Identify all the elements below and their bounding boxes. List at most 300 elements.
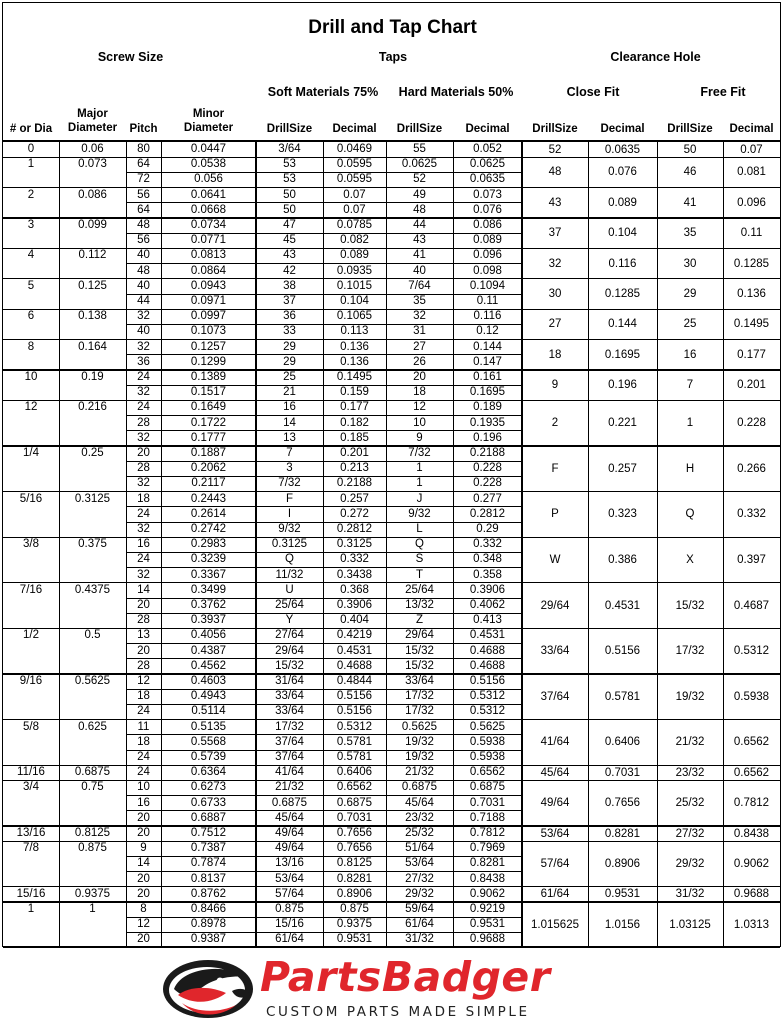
pitch-cell: 16	[137, 796, 150, 809]
major-diameter-cell: 0.3125	[74, 492, 111, 505]
pitch-cell: 24	[137, 553, 150, 566]
pitch-cell: 10	[137, 781, 150, 794]
minor-diameter-cell: 0.1517	[190, 386, 227, 399]
hard-decimal-cell: 0.096	[473, 249, 502, 262]
pitch-cell: 11	[137, 720, 150, 733]
soft-decimal-cell: 0.2812	[336, 523, 373, 535]
soft-decimal-cell: 0.185	[340, 431, 369, 444]
free-fit-drill-cell: 31/32	[675, 888, 705, 901]
minor-diameter-cell: 0.3499	[190, 583, 227, 596]
minor-diameter-cell: 0.2983	[190, 538, 227, 551]
soft-drill-cell: 43	[283, 249, 296, 262]
hard-drill-cell: 7/32	[408, 447, 431, 459]
hard-drill-cell: 25/64	[405, 583, 434, 596]
soft-decimal-cell: 0.6875	[336, 796, 373, 809]
soft-drill-cell: 29	[283, 340, 296, 353]
hard-drill-cell: 59/64	[405, 903, 434, 915]
free-fit-decimal-cell: 1.0313	[733, 918, 770, 931]
close-fit-drill-cell: 33/64	[540, 645, 570, 658]
soft-decimal-cell: 0.113	[340, 325, 369, 338]
free-fit-decimal-cell: 0.228	[737, 417, 766, 430]
close-fit-drill-cell: W	[549, 553, 561, 566]
major-diameter-cell: 0.073	[78, 158, 107, 171]
hard-drill-cell: 1	[416, 477, 423, 490]
minor-diameter-cell: 0.6364	[190, 766, 227, 779]
hard-decimal-cell: 0.9688	[469, 933, 506, 946]
free-fit-drill-cell: 7	[686, 379, 694, 392]
close-fit-decimal-cell: 0.076	[608, 166, 637, 179]
soft-drill-cell: 36	[283, 310, 296, 323]
hard-decimal-cell: 0.8281	[469, 857, 506, 870]
row-divider	[126, 522, 522, 523]
soft-drill-cell: 45/64	[275, 811, 304, 824]
soft-decimal-cell: 0.4844	[336, 675, 373, 687]
close-fit-decimal-cell: 0.0635	[604, 143, 641, 156]
hard-drill-cell: 29/32	[405, 887, 434, 900]
brand-name: PartsBadger	[260, 953, 551, 1001]
size-cell: 3	[27, 219, 35, 231]
close-fit-decimal-cell: 1.0156	[604, 918, 641, 931]
minor-diameter-cell: 0.1389	[190, 371, 227, 383]
hard-drill-cell: 0.0625	[401, 158, 438, 171]
hard-drill-cell: 51/64	[405, 842, 434, 855]
pitch-cell: 9	[140, 842, 147, 855]
hard-drill-cell: 10	[413, 416, 426, 429]
pitch-cell: 18	[137, 735, 150, 748]
pitch-cell: 16	[137, 538, 150, 551]
close-fit-drill-cell: 32	[548, 257, 562, 270]
close-fit-drill-cell: 9	[551, 379, 559, 392]
minor-diameter-cell: 0.8137	[190, 872, 227, 885]
hard-decimal-cell: 0.5938	[469, 735, 506, 748]
row-divider	[126, 932, 522, 933]
hard-drill-cell: 25/32	[405, 827, 434, 839]
minor-diameter-cell: 0.4387	[190, 644, 227, 657]
free-fit-decimal-cell: 0.1285	[733, 257, 770, 270]
hard-decimal-cell: 0.5312	[469, 690, 506, 703]
col-pitch-header: Pitch	[129, 123, 158, 135]
pitch-cell: 20	[137, 447, 150, 459]
hard-decimal-cell: 0.1695	[469, 386, 506, 399]
column-divider	[657, 141, 658, 948]
row-divider	[126, 917, 522, 918]
hard-decimal-cell: 0.4531	[469, 629, 506, 642]
pitch-cell: 56	[137, 188, 150, 201]
hard-drill-cell: 12	[413, 401, 426, 414]
soft-decimal-cell: 0.5781	[336, 735, 373, 748]
soft-decimal-cell: 0.0595	[336, 158, 373, 171]
close-fit-decimal-cell: 0.386	[608, 553, 637, 566]
hard-decimal-cell: 0.7188	[469, 811, 506, 824]
major-diameter-cell: 0.19	[81, 371, 104, 383]
row-divider	[126, 430, 522, 431]
free-fit-drill-cell: 1	[686, 417, 694, 430]
soft-drill-cell: 14	[283, 416, 296, 429]
soft-decimal-cell: 0.089	[340, 249, 369, 262]
hard-drill-cell: 27	[413, 340, 426, 353]
pitch-cell: 44	[137, 295, 150, 307]
minor-diameter-cell: 0.2062	[190, 462, 227, 475]
free-fit-header: Free Fit	[700, 85, 746, 99]
hard-decimal-cell: 0.147	[473, 355, 502, 368]
major-diameter-cell: 0.086	[78, 188, 107, 201]
major-diameter-cell: 0.216	[78, 401, 107, 414]
soft-decimal-cell: 0.1065	[336, 310, 373, 323]
pitch-cell: 28	[137, 416, 150, 429]
size-cell: 9/16	[19, 675, 43, 687]
pitch-cell: 28	[137, 462, 150, 475]
soft-drill-cell: 37/64	[275, 735, 304, 748]
hard-decimal-cell: 0.4688	[469, 644, 506, 657]
hard-drill-cell: T	[415, 568, 424, 581]
minor-diameter-cell: 0.5114	[191, 705, 226, 718]
close-fit-decimal-cell: 0.196	[608, 379, 637, 392]
soft-drill-cell: U	[285, 583, 294, 596]
row-divider	[126, 598, 522, 599]
free-fit-drill-cell: 30	[683, 257, 697, 270]
hard-decimal-cell: 0.1935	[469, 416, 506, 429]
major-diameter-cell: 0.625	[78, 720, 107, 733]
size-cell: 5	[27, 279, 35, 292]
major-diameter-cell: 0.875	[78, 842, 107, 855]
size-cell: 4	[27, 249, 35, 262]
soft-decimal-cell: 0.07	[343, 188, 366, 201]
row-divider	[126, 750, 522, 751]
soft-decimal-cell: 0.9531	[336, 933, 373, 946]
pitch-cell: 24	[137, 507, 150, 520]
soft-drill-cell: 33	[283, 325, 296, 338]
pitch-cell: 80	[137, 143, 150, 155]
size-cell: 1/2	[23, 629, 39, 642]
hard-drill-cell: 29/64	[405, 629, 434, 642]
minor-diameter-cell: 0.7512	[190, 827, 227, 839]
close-fit-decimal-cell: 0.221	[608, 417, 637, 430]
free-fit-drill-cell: 21/32	[675, 736, 705, 749]
hard-decimal-cell: 0.228	[473, 477, 502, 490]
hard-decimal-cell: 0.2188	[469, 447, 506, 459]
hard-decimal-cell: 0.9219	[469, 903, 506, 915]
size-cell: 1	[27, 903, 35, 915]
hard-decimal-cell: 0.076	[473, 203, 502, 216]
free-fit-decimal-cell: 0.1495	[733, 318, 770, 331]
soft-decimal-cell: 0.4219	[336, 629, 373, 642]
hard-decimal-cell: 0.2812	[469, 507, 506, 520]
major-diameter-cell: 0.4375	[74, 583, 111, 596]
col-hard-decimal-header: Decimal	[465, 123, 510, 135]
row-divider	[126, 795, 522, 796]
hard-drill-cell: 0.6875	[401, 781, 438, 794]
soft-drill-cell: 7/32	[278, 477, 301, 490]
hard-decimal-cell: 0.228	[473, 462, 502, 475]
minor-diameter-cell: 0.4603	[190, 675, 227, 687]
soft-decimal-cell: 0.7031	[336, 811, 373, 824]
pitch-cell: 72	[137, 173, 150, 186]
brand-logo	[160, 955, 620, 1021]
soft-drill-cell: Q	[285, 553, 294, 566]
size-cell: 3/8	[23, 538, 39, 551]
minor-diameter-cell: 0.9387	[190, 933, 227, 946]
soft-drill-cell: 0.3125	[271, 538, 308, 551]
soft-decimal-cell: 0.4688	[336, 659, 373, 672]
close-fit-decimal-cell: 0.4531	[604, 599, 641, 612]
minor-diameter-cell: 0.0771	[190, 234, 227, 247]
hard-decimal-cell: 0.413	[473, 614, 502, 627]
free-fit-drill-cell: 46	[683, 166, 697, 179]
soft-decimal-cell: 0.9375	[336, 918, 373, 931]
col-free-decimal-header: Decimal	[729, 123, 774, 135]
size-cell: 8	[27, 340, 35, 353]
minor-diameter-cell: 0.1722	[190, 416, 227, 429]
close-fit-decimal-cell: 0.1285	[604, 287, 641, 300]
minor-diameter-cell: 0.0734	[190, 219, 227, 231]
close-fit-header: Close Fit	[566, 85, 620, 99]
soft-drill-cell: 17/32	[275, 720, 304, 733]
soft-decimal-cell: 0.8281	[336, 872, 373, 885]
soft-drill-cell: 13/16	[275, 857, 304, 870]
free-fit-drill-cell: 29	[683, 287, 697, 300]
soft-drill-cell: 53	[283, 158, 296, 171]
free-fit-decimal-cell: 0.332	[737, 508, 766, 521]
soft-drill-cell: 21	[283, 386, 296, 399]
free-fit-decimal-cell: 0.9688	[733, 888, 770, 901]
soft-decimal-cell: 0.2188	[336, 477, 373, 490]
free-fit-decimal-cell: 0.6562	[733, 766, 770, 779]
minor-diameter-cell: 0.7874	[190, 857, 227, 870]
close-fit-drill-cell: F	[551, 462, 559, 475]
hard-drill-cell: 1	[416, 462, 423, 475]
major-diameter-cell: 0.125	[78, 279, 107, 292]
free-fit-decimal-cell: 0.5312	[733, 645, 770, 658]
soft-decimal-cell: 0.201	[340, 447, 369, 459]
close-fit-drill-cell: 18	[548, 348, 562, 361]
size-cell: 5/16	[19, 492, 43, 505]
row-divider	[126, 476, 522, 477]
soft-drill-cell: 61/64	[275, 933, 304, 946]
column-divider	[453, 141, 454, 948]
minor-diameter-cell: 0.0997	[190, 310, 227, 323]
hard-drill-cell: 52	[413, 173, 426, 186]
row-divider	[126, 552, 522, 553]
pitch-cell: 18	[137, 690, 150, 703]
column-divider	[521, 141, 522, 948]
soft-drill-cell: 37	[283, 295, 296, 307]
close-fit-drill-cell: 30	[548, 287, 562, 300]
free-fit-decimal-cell: 0.136	[737, 287, 766, 300]
close-fit-decimal-cell: 0.257	[608, 462, 637, 475]
pitch-cell: 32	[137, 568, 150, 581]
hard-drill-cell: 13/32	[405, 599, 434, 611]
row-divider	[126, 461, 522, 462]
soft-drill-cell: 13	[283, 431, 296, 444]
close-fit-drill-cell: 45/64	[540, 766, 570, 779]
minor-diameter-cell: 0.4056	[190, 629, 227, 642]
major-diameter-cell: 0.06	[81, 143, 104, 155]
free-fit-drill-cell: 29/32	[675, 857, 705, 870]
hard-decimal-cell: 0.5938	[469, 751, 506, 763]
minor-diameter-cell: 0.8978	[190, 918, 227, 931]
soft-drill-cell: 3	[286, 462, 293, 475]
soft-drill-cell: 16	[283, 401, 296, 414]
row-divider	[126, 704, 522, 705]
pitch-cell: 32	[137, 431, 150, 444]
hard-decimal-cell: 0.0625	[469, 158, 506, 171]
hard-drill-cell: 27/32	[405, 872, 434, 885]
soft-decimal-cell: 0.104	[340, 295, 369, 307]
hard-drill-cell: 33/64	[405, 675, 434, 687]
close-fit-decimal-cell: 0.1695	[604, 348, 641, 361]
row-divider	[126, 263, 522, 264]
soft-decimal-cell: 0.3438	[336, 568, 373, 581]
close-fit-decimal-cell: 0.144	[608, 318, 637, 331]
soft-decimal-cell: 0.0469	[336, 143, 373, 155]
soft-drill-cell: 41/64	[275, 766, 304, 779]
minor-diameter-cell: 0.7387	[190, 842, 227, 855]
pitch-cell: 40	[137, 325, 150, 338]
pitch-cell: 32	[137, 523, 150, 535]
column-divider	[386, 141, 387, 948]
column-divider	[255, 141, 256, 948]
minor-diameter-cell: 0.8466	[190, 903, 227, 915]
free-fit-decimal-cell: 0.5938	[733, 690, 770, 703]
hard-decimal-cell: 0.277	[473, 492, 502, 505]
free-fit-decimal-cell: 0.201	[737, 379, 766, 392]
free-fit-drill-cell: Q	[685, 508, 695, 521]
close-fit-drill-cell: 57/64	[540, 857, 570, 870]
close-fit-decimal-cell: 0.9531	[604, 888, 641, 901]
hard-drill-cell: 18	[413, 386, 426, 399]
soft-decimal-cell: 0.0785	[336, 219, 373, 231]
hard-drill-cell: S	[415, 553, 424, 566]
close-fit-decimal-cell: 0.7031	[604, 766, 641, 779]
close-fit-decimal-cell: 0.089	[608, 196, 637, 209]
pitch-cell: 24	[137, 766, 150, 779]
hard-decimal-cell: 0.144	[473, 340, 502, 353]
hard-drill-cell: 31/32	[405, 933, 434, 946]
col-soft-decimal-header: Decimal	[332, 123, 377, 135]
drill-tap-chart	[2, 2, 781, 947]
free-fit-decimal-cell: 0.6562	[733, 736, 770, 749]
major-diameter-cell: 0.9375	[74, 887, 111, 900]
col-hard-drill-header: DrillSize	[396, 123, 443, 135]
col-soft-drill-header: DrillSize	[266, 123, 313, 135]
major-diameter-cell: 0.25	[81, 447, 104, 459]
hard-decimal-cell: 0.9062	[469, 887, 506, 900]
major-diameter-cell: 0.164	[78, 340, 107, 353]
column-divider	[126, 141, 127, 948]
hard-drill-cell: 32	[413, 310, 426, 323]
close-fit-decimal-cell: 0.104	[608, 227, 637, 240]
free-fit-drill-cell: H	[685, 462, 695, 475]
soft-decimal-cell: 0.213	[340, 462, 369, 475]
major-diameter-cell: 0.099	[78, 219, 107, 231]
close-fit-decimal-cell: 0.5781	[604, 690, 641, 703]
size-cell: 0	[27, 143, 35, 155]
col-minor-header: Minor Diameter	[183, 108, 234, 134]
row-divider	[126, 354, 522, 355]
hard-drill-cell: 45/64	[405, 796, 434, 809]
pitch-cell: 36	[137, 355, 150, 368]
free-fit-decimal-cell: 0.266	[737, 462, 766, 475]
hard-decimal-cell: 0.052	[473, 143, 502, 155]
brand-tagline: CUSTOM PARTS MADE SIMPLE	[266, 1004, 530, 1020]
close-fit-decimal-cell: 0.8906	[604, 857, 641, 870]
col-free-drill-header: DrillSize	[667, 123, 713, 135]
hard-drill-cell: 7/64	[408, 279, 431, 292]
pitch-cell: 48	[137, 264, 150, 277]
hard-decimal-cell: 0.8438	[469, 872, 506, 885]
hard-decimal-cell: 0.4688	[469, 659, 506, 672]
close-fit-drill-cell: 37	[548, 227, 562, 240]
pitch-cell: 14	[137, 583, 150, 596]
size-cell: 7/16	[19, 583, 43, 596]
close-fit-drill-cell: P	[551, 508, 559, 521]
close-fit-decimal-cell: 0.116	[608, 257, 637, 270]
soft-drill-cell: 9/32	[278, 523, 301, 535]
soft-decimal-cell: 0.7656	[336, 827, 373, 839]
chart-title: Drill and Tap Chart	[308, 17, 477, 38]
major-diameter-cell: 0.138	[78, 310, 107, 323]
hard-decimal-cell: 0.348	[473, 553, 502, 566]
size-cell: 1/4	[23, 447, 39, 459]
row-divider	[126, 233, 522, 234]
hard-decimal-cell: 0.7031	[469, 796, 506, 809]
free-fit-drill-cell: X	[686, 553, 694, 566]
pitch-cell: 13	[137, 629, 150, 642]
col-close-decimal-header: Decimal	[600, 123, 645, 135]
column-divider	[161, 141, 162, 948]
soft-drill-cell: 53/64	[275, 872, 304, 885]
pitch-cell: 20	[137, 887, 150, 900]
minor-diameter-cell: 0.0971	[190, 295, 227, 307]
soft-decimal-cell: 0.182	[340, 416, 369, 429]
hard-drill-cell: 44	[413, 219, 426, 231]
soft-decimal-cell: 0.082	[340, 234, 369, 247]
hard-decimal-cell: 0.116	[473, 310, 502, 323]
free-fit-decimal-cell: 0.397	[737, 553, 766, 566]
col-close-drill-header: DrillSize	[532, 123, 578, 135]
major-diameter-cell: 0.8125	[74, 827, 111, 839]
size-cell: 6	[27, 310, 35, 323]
major-diameter-cell: 0.375	[78, 538, 107, 551]
soft-drill-cell: 31/64	[275, 675, 304, 687]
close-fit-decimal-cell: 0.5156	[604, 645, 641, 658]
hard-drill-cell: 61/64	[405, 918, 434, 931]
size-cell: 7/8	[23, 842, 39, 855]
free-fit-decimal-cell: 0.7812	[733, 797, 770, 810]
hard-drill-cell: 31	[413, 325, 426, 338]
soft-drill-cell: F	[285, 492, 294, 505]
soft-decimal-cell: 0.404	[340, 614, 369, 627]
free-fit-drill-cell: 1.03125	[669, 918, 711, 931]
major-diameter-cell: 0.75	[81, 781, 104, 794]
major-diameter-cell: 0.6875	[74, 766, 111, 779]
hard-decimal-cell: 0.358	[473, 568, 502, 581]
close-fit-decimal-cell: 0.6406	[604, 736, 641, 749]
hard-decimal-cell: 0.5156	[469, 675, 506, 687]
pitch-cell: 20	[137, 811, 150, 824]
pitch-cell: 8	[140, 903, 147, 915]
minor-diameter-cell: 0.1257	[190, 340, 227, 353]
minor-diameter-cell: 0.6733	[190, 796, 227, 809]
hard-decimal-cell: 0.089	[473, 234, 502, 247]
soft-decimal-cell: 0.257	[340, 492, 369, 505]
soft-decimal-cell: 0.5312	[336, 720, 373, 733]
close-fit-drill-cell: 53/64	[540, 827, 570, 840]
soft-drill-cell: 33/64	[275, 690, 304, 703]
hard-decimal-cell: 0.332	[473, 538, 502, 551]
pitch-cell: 12	[137, 675, 150, 687]
soft-decimal-cell: 0.332	[340, 553, 369, 566]
